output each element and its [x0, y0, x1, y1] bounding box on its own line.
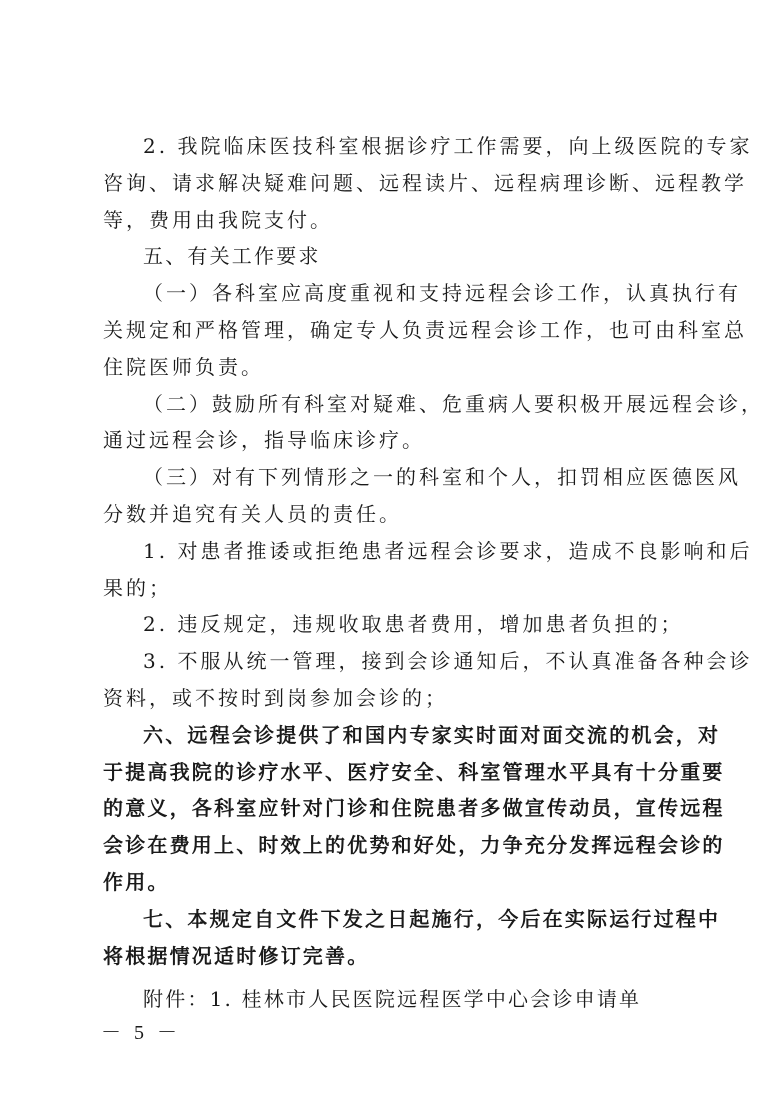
paragraph-line: 2. 违反规定，违规收取患者费用，增加患者负担的； — [143, 612, 684, 636]
paragraph-line: 会诊在费用上、时效上的优势和好处，力争充分发挥远程会诊的 — [103, 833, 725, 857]
paragraph-line: 3. 不服从统一管理，接到会诊通知后，不认真准备各种会诊 — [143, 649, 753, 673]
paragraph-line: 资料，或不按时到岗参加会诊的； — [103, 686, 448, 710]
paragraph-line: 分数并追究有关人员的责任。 — [103, 502, 402, 526]
page-number: － 5 － — [101, 1022, 181, 1044]
paragraph-line: 果的； — [103, 576, 172, 600]
attachment-line: 附件：1. 桂林市人民医院远程医学中心会诊申请单 — [143, 987, 642, 1011]
paragraph-line: 将根据情况适时修订完善。 — [103, 944, 370, 968]
paragraph-line: 关规定和严格管理，确定专人负责远程会诊工作，也可由科室总 — [103, 318, 747, 342]
paragraph-line: 的意义，各科室应针对门诊和住院患者多做宣传动员，宣传远程 — [103, 796, 725, 820]
paragraph-line: 六、远程会诊提供了和国内专家实时面对面交流的机会，对 — [143, 723, 721, 747]
section-heading: 五、有关工作要求 — [143, 244, 321, 268]
paragraph-line: 七、本规定自文件下发之日起施行，今后在实际运行过程中 — [143, 907, 721, 931]
paragraph-line: 通过远程会诊，指导临床诊疗。 — [103, 428, 425, 452]
paragraph-line: 咨询、请求解决疑难问题、远程读片、远程病理诊断、远程教学 — [103, 171, 747, 195]
paragraph-line: （一）各科室应高度重视和支持远程会诊工作，认真执行有 — [143, 281, 741, 305]
paragraph-line: （二）鼓励所有科室对疑难、危重病人要积极开展远程会诊， — [143, 392, 764, 416]
paragraph-line: 作用。 — [103, 870, 170, 894]
paragraph-line: 住院医师负责。 — [103, 355, 264, 379]
paragraph-line: 于提高我院的诊疗水平、医疗安全、科室管理水平具有十分重要 — [103, 760, 725, 784]
paragraph-line: 1. 对患者推诿或拒绝患者远程会诊要求，造成不良影响和后 — [143, 539, 753, 563]
paragraph-line: （三）对有下列情形之一的科室和个人，扣罚相应医德医风 — [143, 465, 741, 489]
paragraph-line: 2. 我院临床医技科室根据诊疗工作需要，向上级医院的专家 — [143, 134, 753, 158]
paragraph-line: 等，费用由我院支付。 — [103, 208, 333, 232]
